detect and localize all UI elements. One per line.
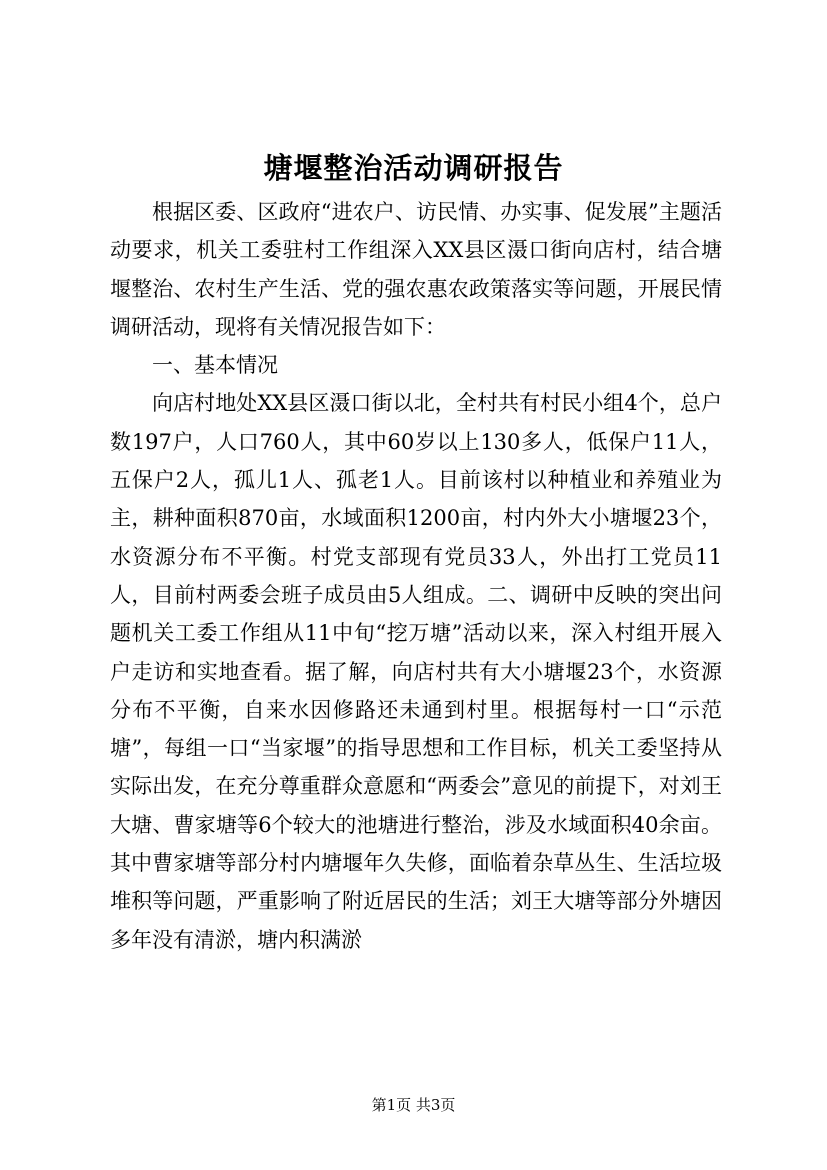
paragraph-village-overview: 向店村地处XX县区滠口街以北，全村共有村民小组4个，总户数197户，人口760人，其中60岁以上130多人，低保户11人，五保户2人，孤儿1人、孤老1人。目前该村以种植业和养殖业为主，耕种面积870亩，水域面积1200亩，村内外大小塘堰23个，水资源分布不平衡。村党支部现有党员33人，外出打工党员11人，目前村两委会班子成员由5人组成。二、调研中反映的突出问题机关工委工作组从11中旬“挖万塘”活动以来，深入村组开展入户走访和实地查看。据了解，向店村共有大小塘堰23个，水资源分布不平衡，自来水因修路还未通到村里。根据每村一口“示范塘”，每组一口“当家堰”的指导思想和工作目标，机关工委坚持从实际出发，在充分尊重群众意愿和“两委会”意见的前提下，对刘王大塘、曹家塘等6个较大的池塘进行整治，涉及水域面积40余亩。其中曹家塘等部分村内塘堰年久失修，面临着杂草丛生、生活垃圾堆积等问题，严重影响了附近居民的生活；刘王大塘等部分外塘因多年没有清淤，塘内积满淤 — [110, 391, 722, 952]
section-heading-basic-situation: 一、基本情况 — [152, 353, 278, 378]
page-number-footer: 第1页 共3页 — [371, 1096, 456, 1114]
document-body — [110, 193, 722, 959]
document-title: 塘堰整治活动调研报告 — [263, 151, 564, 185]
paragraph-intro: 根据区委、区政府“进农户、访民情、办实事、促发展”主题活动要求，机关工委驻村工作组深入XX县区滠口街向店村，结合塘堰整治、农村生产生活、党的强农惠农政策落实等问题，开展民情调研活动，现将有关情况报告如下： — [110, 200, 722, 339]
